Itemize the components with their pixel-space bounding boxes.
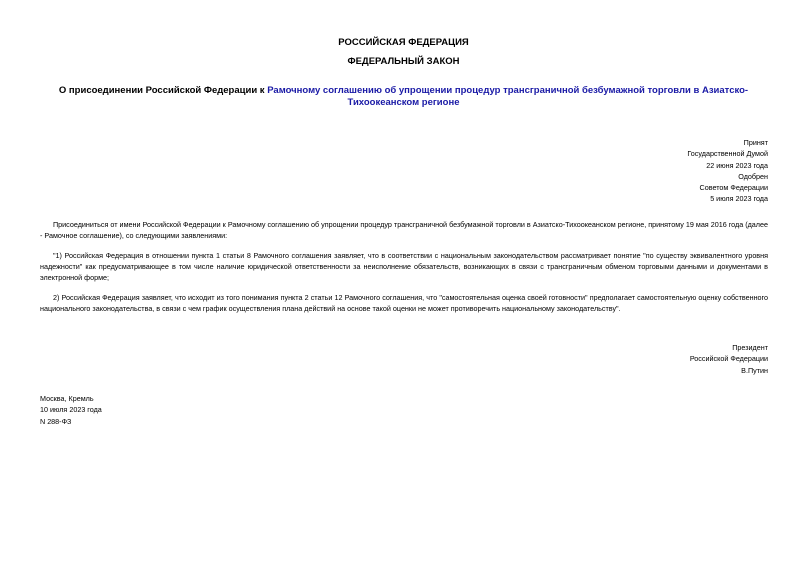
title-prefix: О присоединении Российской Федерации к xyxy=(58,85,268,96)
body-paragraph-1: Присоединиться от имени Российской Федерации к Рамочному соглашению об упрощении процедур трансграничной безбумажной торговли в Азиатско-Тихоокеанском регионе, принятому 19 мая 2016 года (далее - Рамочное соглашение), со следующими заявлениями: xyxy=(40,220,768,241)
adoption-block xyxy=(568,137,768,205)
adopted-date: 22 июня 2023 года xyxy=(706,160,768,170)
sign-date: 10 июля 2023 года xyxy=(40,405,102,415)
place: Москва, Кремль xyxy=(40,394,94,403)
adopted-label: Принят xyxy=(743,138,768,147)
agreement-link[interactable]: Рамочному соглашению об упрощении процедур трансграничной безбумажной торговли в Азиатско-Тихоокеанском регионе xyxy=(267,85,749,108)
country-heading: РОССИЙСКАЯ ФЕДЕРАЦИЯ xyxy=(338,37,469,48)
law-title xyxy=(40,85,767,109)
approved-date: 5 июля 2023 года xyxy=(710,194,768,204)
law-type-heading: ФЕДЕРАЛЬНЫЙ ЗАКОН xyxy=(347,56,460,67)
body-paragraph-3: 2) Российская Федерация заявляет, что исходит из того понимания пункта 2 статьи 12 Рамочного соглашения, что "самостоятельная оценка своей готовности" предполагает самостоятельную оценку собственного национального законодательства, в связи с чем график осуществления плана действий на основе такой оценки не может противоречить национальному законодательству". xyxy=(40,293,768,314)
signer-name: В.Путин xyxy=(741,365,768,375)
approved-by: Советом Федерации xyxy=(699,183,768,193)
law-number: N 288-ФЗ xyxy=(40,416,72,426)
adopted-by: Государственной Думой xyxy=(687,149,768,159)
body-paragraph-2: "1) Российская Федерация в отношении пункта 1 статьи 8 Рамочного соглашения заявляет, что в соответствии с национальным законодательством рассматривает понятие "по существу эквивалентного уровня надежности" как предусматривающее в том числе наличие юридической ответственности за неисполнение обязательств, возникающих в связи с трансграничным обменом торговыми данными и документами в электронной форме; xyxy=(40,251,768,283)
place-date-block xyxy=(40,393,240,427)
approved-label: Одобрен xyxy=(738,171,768,181)
signer-title: Президент xyxy=(732,343,768,352)
signer-org: Российской Федерации xyxy=(689,354,768,364)
signature-block xyxy=(568,342,768,376)
